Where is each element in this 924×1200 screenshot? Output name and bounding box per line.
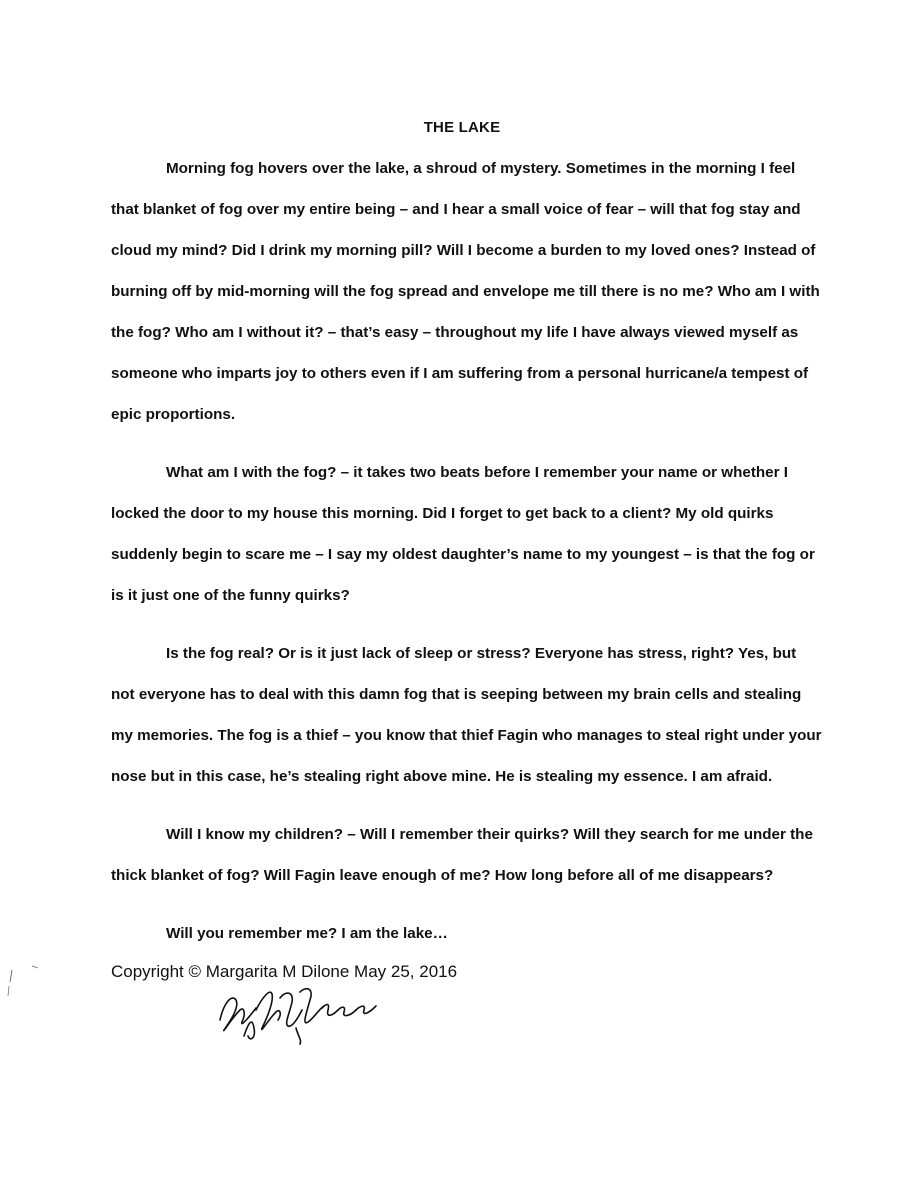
paragraph-5: Will you remember me? I am the lake…	[166, 925, 448, 942]
paragraph-3: Is the fog real? Or is it just lack of sleep or stress? Everyone has stress, right? Yes, but not everyone has to deal with this damn fog that is seeping between my brain cells and stealing my memories. The fog is a thief – you know that thief Fagin who manages to steal right under your nose but in this case, he’s stealing right above mine. He is stealing my essence. I am afraid.	[111, 645, 822, 785]
document-title: THE LAKE	[423, 119, 501, 136]
paragraph-2: What am I with the fog? – it takes two beats before I remember your name or whether I locked the door to my house this morning. Did I forget to get back to a client? My old quirks suddenly begin to scare me – I say my oldest daughter’s name to my youngest – is that the fog or is it just one of the funny quirks?	[111, 464, 815, 604]
signature-image	[210, 980, 390, 1050]
copyright-line: Copyright © Margarita M Dilone May 25, 2016	[111, 962, 458, 981]
margin-scan-marks	[4, 962, 44, 1002]
document-body	[111, 148, 823, 954]
paragraph-1: Morning fog hovers over the lake, a shroud of mystery. Sometimes in the morning I feel that blanket of fog over my entire being – and I hear a small voice of fear – will that fog stay and cloud my mind? Did I drink my morning pill? Will I become a burden to my loved ones? Instead of burning off by mid-morning will the fog spread and envelope me till there is no me? Who am I with the fog? Who am I without it? – that’s easy – throughout my life I have always viewed myself as someone who imparts joy to others even if I am suffering from a personal hurricane/a tempest of epic proportions.	[111, 160, 820, 423]
paragraph-4: Will I know my children? – Will I remember their quirks? Will they search for me under the thick blanket of fog? Will Fagin leave enough of me? How long before all of me disappears?	[111, 826, 813, 884]
